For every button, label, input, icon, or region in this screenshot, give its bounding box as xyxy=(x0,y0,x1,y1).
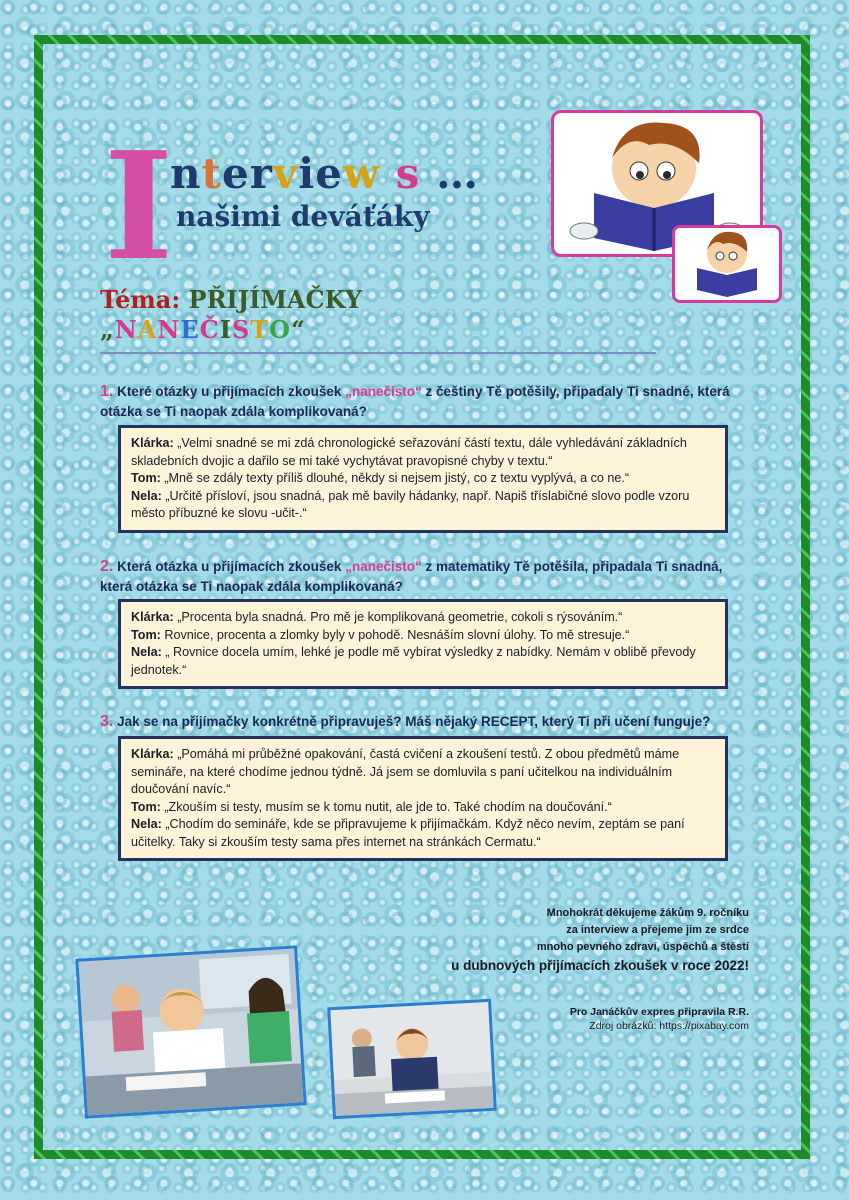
answer-box-1 xyxy=(118,425,728,533)
answer-box-2 xyxy=(118,599,728,689)
exam-illustration xyxy=(330,1002,493,1116)
topic-subtitle-letter: „ xyxy=(100,315,115,344)
answer-text: „Pomáhá mi průběžné opakování, častá cvičení a zkoušení testů. Z obou předmětů máme semináře, na které chodíme jednou týdně. Já jsem se domluvila s paní učitelkou na individuálním doučování navíc.“ xyxy=(131,747,680,796)
title-letter: w xyxy=(342,149,381,198)
answer-name: Nela: xyxy=(131,645,162,659)
question-number: 2. xyxy=(100,558,114,575)
question-number: 1. xyxy=(100,383,114,400)
answer-line xyxy=(131,435,715,470)
answer-text: „ Rovnice docela umím, lehké je podle mě vybírat výsledky z nabídky. Nemám v oblibě převody jednotek.“ xyxy=(131,645,696,677)
question-text-end: z češtiny Tě potěšily, připadaly Ti snadné, která otázka se Ti naopak zdála komplikovaná? xyxy=(100,384,730,419)
thanks-line: u dubnových přijímacích zkoušek v roce 2022! xyxy=(451,958,749,973)
answer-line xyxy=(131,470,715,488)
students-writing-photo xyxy=(75,945,306,1118)
title-line1 xyxy=(170,150,479,198)
answer-line xyxy=(131,627,715,645)
topic-subtitle-letter: N xyxy=(157,315,181,344)
title-initial: I xyxy=(104,119,174,293)
title-letter: i xyxy=(298,149,316,198)
answer-text: „Určitě přísloví, jsou snadná, pak mě bavily hádanky, např. Napiš tříslabičné slovo podle vzoru město příbuzné ke slovu -učit-.“ xyxy=(131,488,690,520)
answer-name: Tom: xyxy=(131,471,161,485)
topic-label: Téma: xyxy=(100,285,181,314)
classroom-illustration xyxy=(79,949,304,1116)
answer-box-3 xyxy=(118,736,728,861)
answer-text: „Mně se zdály texty příliš dlouhé, někdy si nejsem jistý, co z textu vyplývá, a co ne.“ xyxy=(160,471,630,485)
topic-subtitle-letter: T xyxy=(250,315,270,344)
question-2 xyxy=(100,557,740,597)
credit-author: Pro Janáčkův expres připravila R.R. xyxy=(569,1006,749,1018)
answer-name: Klárka: xyxy=(131,610,174,624)
answer-name: Tom: xyxy=(131,627,161,642)
title-letter: v xyxy=(272,149,299,198)
question-text-end: z matematiky Tě potěšila, připadala Ti snadná, která otázka se Ti naopak zdála komplikovaná? xyxy=(100,559,723,594)
question-1 xyxy=(100,382,740,422)
question-text: Které otázky u přijímacích zkoušek xyxy=(117,384,346,399)
answer-line xyxy=(131,488,715,523)
title-letter: e xyxy=(315,149,343,198)
question-number: 3. xyxy=(100,713,114,730)
answer-text: Rovnice, procenta a zlomky byly v pohodě. Nesnáším slovní úlohy. To mě stresuje.“ xyxy=(160,627,630,642)
reading-boy-small-illustration xyxy=(675,228,779,300)
answer-line xyxy=(131,816,715,851)
answer-line xyxy=(131,799,715,817)
answer-line xyxy=(131,609,715,627)
topic-subtitle-letter: O xyxy=(269,315,292,344)
title-letter: s xyxy=(395,149,421,198)
thanks-note xyxy=(429,905,749,976)
answer-name: Tom: xyxy=(131,799,161,814)
question-3 xyxy=(100,712,740,732)
question-text: Která otázka u přijímacích zkoušek xyxy=(117,559,346,574)
thanks-line: za interview a přejeme jim ze srdce xyxy=(566,924,749,936)
question-highlight: „nanečisto“ xyxy=(345,384,422,399)
topic-subtitle-letter: I xyxy=(219,315,232,344)
title-letter: e xyxy=(221,149,250,198)
reading-boy-small-image xyxy=(672,225,782,303)
title-letter: … xyxy=(420,149,479,198)
answer-text: „Velmi snadné se mi zdá chronologické seřazování částí textu, dále vyhledávání základních skladebních dvojic a dařilo se mi také vychytávat pravopisné chyby v textu.“ xyxy=(131,436,687,468)
topic-subtitle-letter: A xyxy=(137,315,158,344)
student-thinking-photo xyxy=(327,999,497,1119)
answer-name: Nela: xyxy=(131,817,162,831)
title-line2: našimi deváťáky xyxy=(176,200,430,233)
topic-subtitle-letter: “ xyxy=(291,315,306,344)
answer-name: Klárka: xyxy=(131,436,174,450)
answer-name: Nela: xyxy=(131,488,162,503)
topic-heading xyxy=(100,286,362,314)
answer-text: „Chodím do semináře, kde se připravujeme k přijímačkám. Když něco nevím, zeptám se paní učitelky. Taky si zkouším testy sama přes internet na stránkách Cermatu.“ xyxy=(131,817,685,849)
question-text: Jak se na přijímačky konkrétně připravuješ? Máš nějaký RECEPT, který Ti při učení funguje? xyxy=(117,714,711,729)
credit-source: Zdroj obrázků: https://pixabay.com xyxy=(589,1020,749,1032)
answer-text: „Procenta byla snadná. Pro mě je komplikovaná geometrie, cokoli s rýsováním.“ xyxy=(173,610,623,624)
answer-line xyxy=(131,644,715,679)
title-letter: n xyxy=(170,149,202,198)
question-highlight: „nanečisto“ xyxy=(345,559,422,574)
answer-name: Klárka: xyxy=(131,747,174,761)
title-letter xyxy=(380,149,396,198)
thanks-line: mnoho pevného zdraví, úspěchů a štěstí xyxy=(536,941,749,953)
topic-subtitle-letter: N xyxy=(114,315,138,344)
divider xyxy=(100,352,656,354)
topic-subtitle xyxy=(100,316,306,344)
answer-text: „Zkouším si testy, musím se k tomu nutit, ale jde to. Také chodím na doučování.“ xyxy=(160,799,612,814)
answer-line xyxy=(131,746,715,799)
thanks-line: Mnohokrát děkujeme žákům 9. ročníku xyxy=(546,907,749,919)
title-letter: r xyxy=(249,149,273,198)
topic-subtitle-letter: Č xyxy=(199,315,220,344)
topic-subtitle-letter: E xyxy=(180,315,200,344)
topic-value: PŘIJÍMAČKY xyxy=(188,285,362,314)
topic-subtitle-letter: S xyxy=(231,315,251,344)
title-letter: t xyxy=(201,149,222,198)
